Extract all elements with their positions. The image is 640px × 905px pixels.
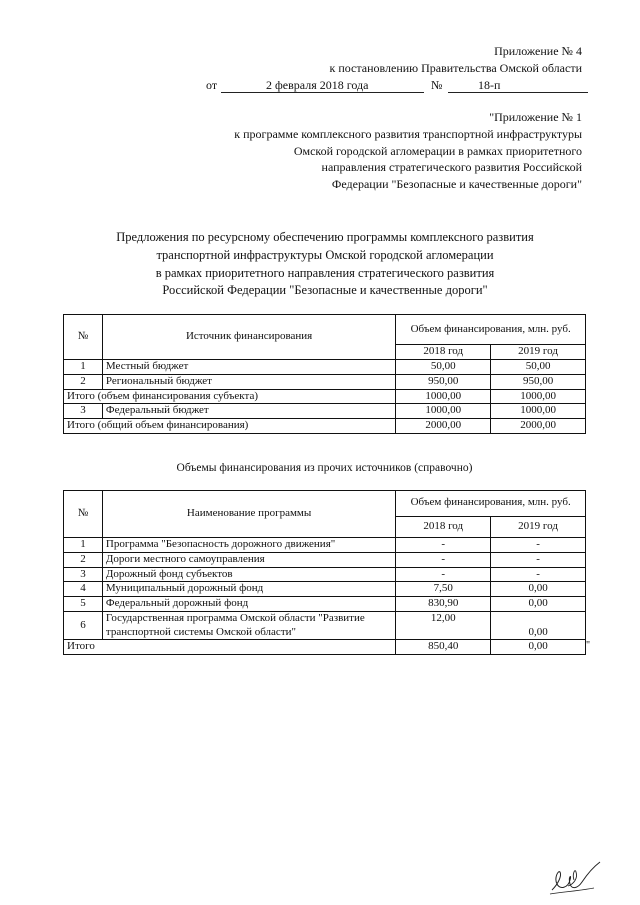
other-sources-subtitle: Объемы финансирования из прочих источников (справочно) bbox=[176, 462, 473, 474]
appendix1-line: направления стратегического развития Российской bbox=[321, 160, 582, 175]
table-subtotal-row bbox=[64, 389, 586, 404]
number-underline bbox=[448, 92, 588, 93]
total-label: Итого bbox=[64, 640, 396, 655]
appendix1-line: "Приложение № 1 bbox=[489, 110, 582, 124]
row-2019: 950,00 bbox=[491, 374, 586, 389]
row-name: Федеральный дорожный фонд bbox=[102, 597, 395, 612]
appendix1-block bbox=[162, 109, 582, 193]
row-2019: - bbox=[491, 538, 586, 553]
col-volume-header: Объем финансирования, млн. руб. bbox=[396, 315, 586, 345]
row-2019: 1000,00 bbox=[491, 389, 586, 404]
row-num: 6 bbox=[64, 611, 103, 640]
other-sources-table bbox=[63, 490, 586, 655]
table-total-row bbox=[64, 419, 586, 434]
subtotal-label: Итого (объем финансирования субъекта) bbox=[64, 389, 396, 404]
row-2018: 2000,00 bbox=[396, 419, 491, 434]
row-2019: 0,00 bbox=[491, 597, 586, 612]
row-2019: 50,00 bbox=[491, 360, 586, 375]
row-2019: 2000,00 bbox=[491, 419, 586, 434]
total-2018: 850,40 bbox=[396, 640, 491, 655]
col-name-header: Наименование программы bbox=[102, 491, 395, 538]
row-name bbox=[102, 611, 395, 640]
table-row bbox=[64, 360, 586, 375]
financing-sources-table bbox=[63, 314, 586, 434]
table-row bbox=[64, 538, 586, 553]
from-label: от bbox=[206, 78, 218, 92]
appendix1-line: Федерации "Безопасные и качественные дороги" bbox=[331, 177, 582, 192]
row-name: Федеральный бюджет bbox=[102, 404, 395, 419]
resolution-reference: к постановлению Правительства Омской области bbox=[329, 61, 582, 75]
signature-icon bbox=[548, 858, 606, 898]
resolution-date-line bbox=[206, 78, 588, 94]
row-name: Муниципальный дорожный фонд bbox=[102, 582, 395, 597]
row-name: Местный бюджет bbox=[102, 360, 395, 375]
row-name: Программа "Безопасность дорожного движения" bbox=[102, 538, 395, 553]
table-header-row bbox=[64, 315, 586, 345]
row-num: 2 bbox=[64, 552, 103, 567]
row-name-line: транспортной системы Омской области" bbox=[105, 625, 296, 638]
table-total-row bbox=[64, 640, 586, 655]
title-line: Российской Федерации "Безопасные и качественные дороги" bbox=[162, 283, 488, 298]
col-volume-header: Объем финансирования, млн. руб. bbox=[396, 491, 586, 517]
row-2019: 0,00 bbox=[491, 611, 586, 640]
row-num: 4 bbox=[64, 582, 103, 597]
row-2019: - bbox=[491, 567, 586, 582]
row-2018: 50,00 bbox=[396, 360, 491, 375]
col-source-header: Источник финансирования bbox=[102, 315, 395, 360]
row-2018: 7,50 bbox=[396, 582, 491, 597]
title-line: транспортной инфраструктуры Омской городской агломерации bbox=[156, 247, 494, 262]
row-2018: - bbox=[396, 538, 491, 553]
row-2018: 830,90 bbox=[396, 597, 491, 612]
row-num: 1 bbox=[64, 538, 103, 553]
year-2019-header: 2019 год bbox=[491, 344, 586, 359]
table-row bbox=[64, 374, 586, 389]
total-label: Итого (общий объем финансирования) bbox=[64, 419, 396, 434]
title-line: Предложения по ресурсному обеспечению программы комплексного развития bbox=[116, 230, 534, 244]
title-line: в рамках приоритетного направления стратегического развития bbox=[155, 265, 495, 280]
row-2019: 0,00 bbox=[491, 582, 586, 597]
col-num-header: № bbox=[64, 491, 103, 538]
row-2019: - bbox=[491, 552, 586, 567]
row-num: 2 bbox=[64, 374, 103, 389]
document-title bbox=[80, 229, 570, 300]
row-num: 3 bbox=[64, 404, 103, 419]
total-2019: 0,00 bbox=[491, 640, 586, 655]
table-row bbox=[64, 567, 586, 582]
year-2018-header: 2018 год bbox=[396, 344, 491, 359]
row-name: Дорожный фонд субъектов bbox=[102, 567, 395, 582]
col-num-header: № bbox=[64, 315, 103, 360]
table-row bbox=[64, 552, 586, 567]
resolution-date: 2 февраля 2018 года bbox=[266, 78, 369, 92]
row-name: Дороги местного самоуправления bbox=[102, 552, 395, 567]
row-2018: 12,00 bbox=[396, 611, 491, 640]
table-row bbox=[64, 582, 586, 597]
table-row bbox=[64, 597, 586, 612]
year-2018-header: 2018 год bbox=[396, 516, 491, 537]
row-2018: - bbox=[396, 552, 491, 567]
appendix1-line: Омской городской агломерации в рамках приоритетного bbox=[293, 143, 582, 158]
number-label: № bbox=[431, 78, 443, 92]
year-2019-header: 2019 год bbox=[491, 516, 586, 537]
row-2018: 1000,00 bbox=[396, 389, 491, 404]
row-2018: 1000,00 bbox=[396, 404, 491, 419]
row-name: Региональный бюджет bbox=[102, 374, 395, 389]
row-2018: - bbox=[396, 567, 491, 582]
table-row bbox=[64, 404, 586, 419]
row-2018: 950,00 bbox=[396, 374, 491, 389]
row-name-line: Государственная программа Омской области "Развитие bbox=[105, 611, 365, 624]
closing-quote: " bbox=[586, 640, 591, 651]
resolution-number: 18-п bbox=[478, 78, 501, 92]
row-2019: 1000,00 bbox=[491, 404, 586, 419]
table-row bbox=[64, 611, 586, 640]
row-num: 3 bbox=[64, 567, 103, 582]
appendix-number: Приложение № 4 bbox=[494, 44, 582, 58]
table-header-row bbox=[64, 491, 586, 517]
appendix1-line: к программе комплексного развития транспортной инфраструктуры bbox=[234, 126, 582, 141]
row-num: 1 bbox=[64, 360, 103, 375]
row-num: 5 bbox=[64, 597, 103, 612]
